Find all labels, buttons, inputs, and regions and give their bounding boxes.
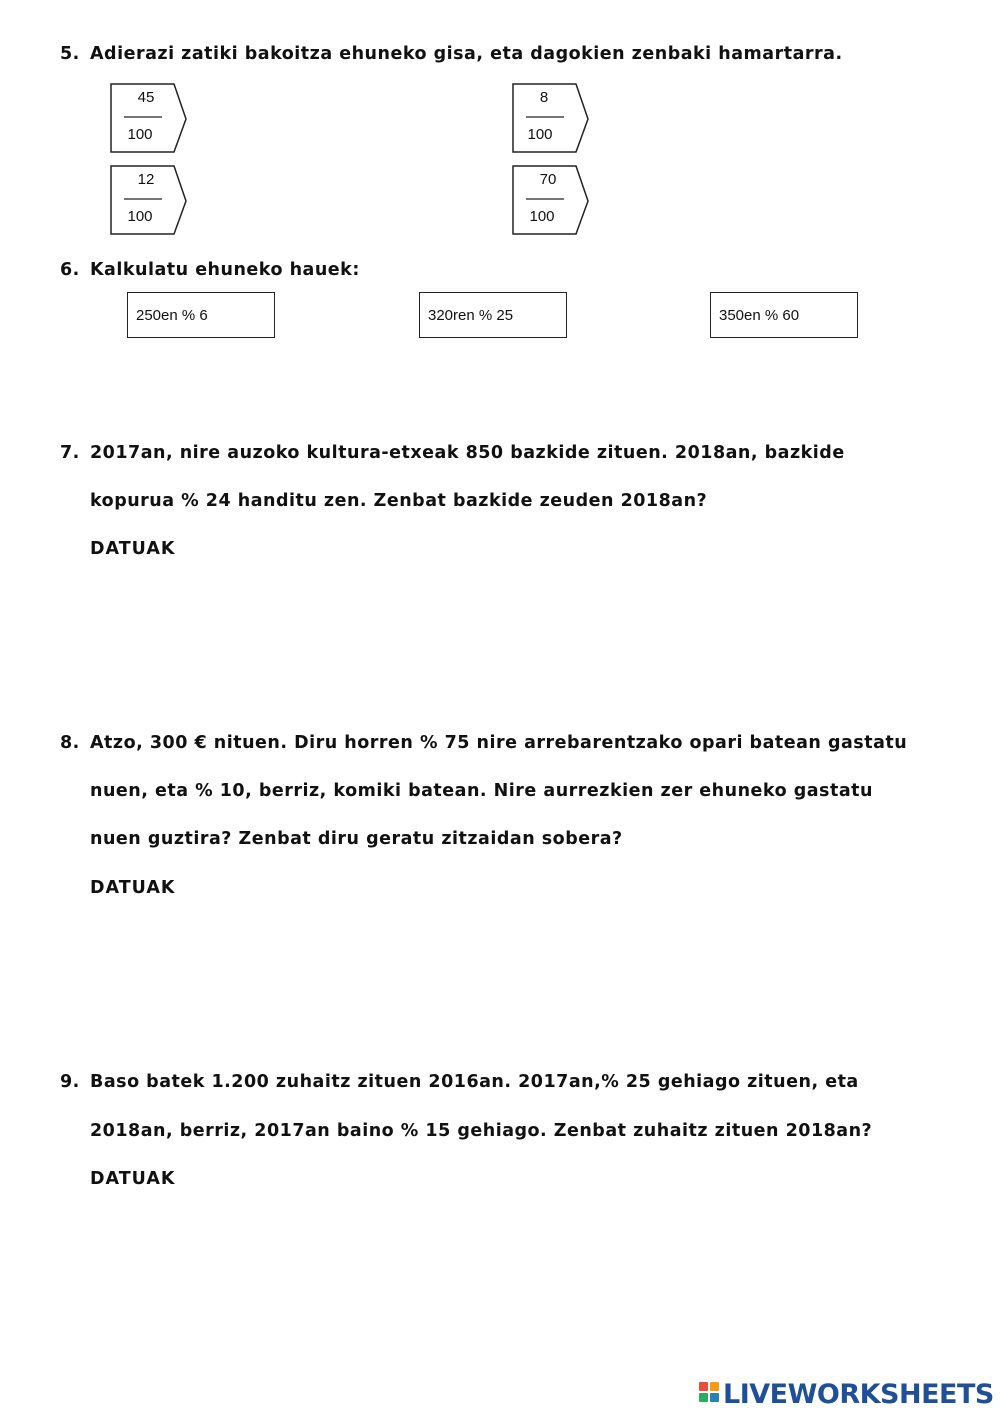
question-text-line: nuen guztira? Zenbat diru geratu zitzaidan sobera? <box>90 829 623 849</box>
question-text-line: Atzo, 300 € nituen. Diru horren % 75 nire arrebarentzako opari batean gastatu <box>90 733 908 753</box>
fraction-denominator: 100 <box>127 208 153 225</box>
datuak-label: DATUAK <box>90 878 176 898</box>
datuak-label: DATUAK <box>90 1169 176 1189</box>
fraction-denominator: 100 <box>529 208 555 225</box>
question-text-line: Baso batek 1.200 zuhaitz zituen 2016an. 2017an,% 25 gehiago zituen, eta <box>90 1072 859 1092</box>
fraction-shape <box>512 165 592 237</box>
question-text-line: 2017an, nire auzoko kultura-etxeak 850 bazkide zituen. 2018an, bazkide <box>90 443 845 463</box>
question-text: Kalkulatu ehuneko hauek: <box>90 260 360 280</box>
liveworksheets-logo[interactable] <box>697 1376 994 1412</box>
fraction-numerator: 70 <box>539 171 557 188</box>
question-text-line: kopurua % 24 handitu zen. Zenbat bazkide zeuden 2018an? <box>90 491 708 511</box>
fraction-shape <box>512 83 592 155</box>
question-text-line: nuen, eta % 10, berriz, komiki batean. Nire aurrezkien zer ehuneko gastatu <box>90 781 873 801</box>
question-text: Adierazi zatiki bakoitza ehuneko gisa, eta dagokien zenbaki hamartarra. <box>90 44 843 64</box>
percentage-box: 350en % 60 <box>710 292 858 338</box>
fraction-numerator: 12 <box>137 171 155 188</box>
fraction-numerator: 45 <box>137 89 155 106</box>
question-number: 5. <box>60 44 80 64</box>
question-text-line: 2018an, berriz, 2017an baino % 15 gehiago. Zenbat zuhaitz zituen 2018an? <box>90 1121 873 1141</box>
fraction-denominator: 100 <box>127 126 153 143</box>
logo-text: LIVEWORKSHEETS <box>723 1378 994 1410</box>
fraction-numerator: 8 <box>539 89 549 106</box>
percentage-box: 250en % 6 <box>127 292 275 338</box>
fraction-shape <box>110 83 190 155</box>
fraction-denominator: 100 <box>527 126 553 143</box>
question-number: 9. <box>60 1072 80 1092</box>
percentage-box: 320ren % 25 <box>419 292 567 338</box>
fraction-shape <box>110 165 190 237</box>
logo-blocks-icon <box>697 1379 721 1409</box>
question-number: 8. <box>60 733 80 753</box>
question-number: 7. <box>60 443 80 463</box>
datuak-label: DATUAK <box>90 539 176 559</box>
question-number: 6. <box>60 260 80 280</box>
